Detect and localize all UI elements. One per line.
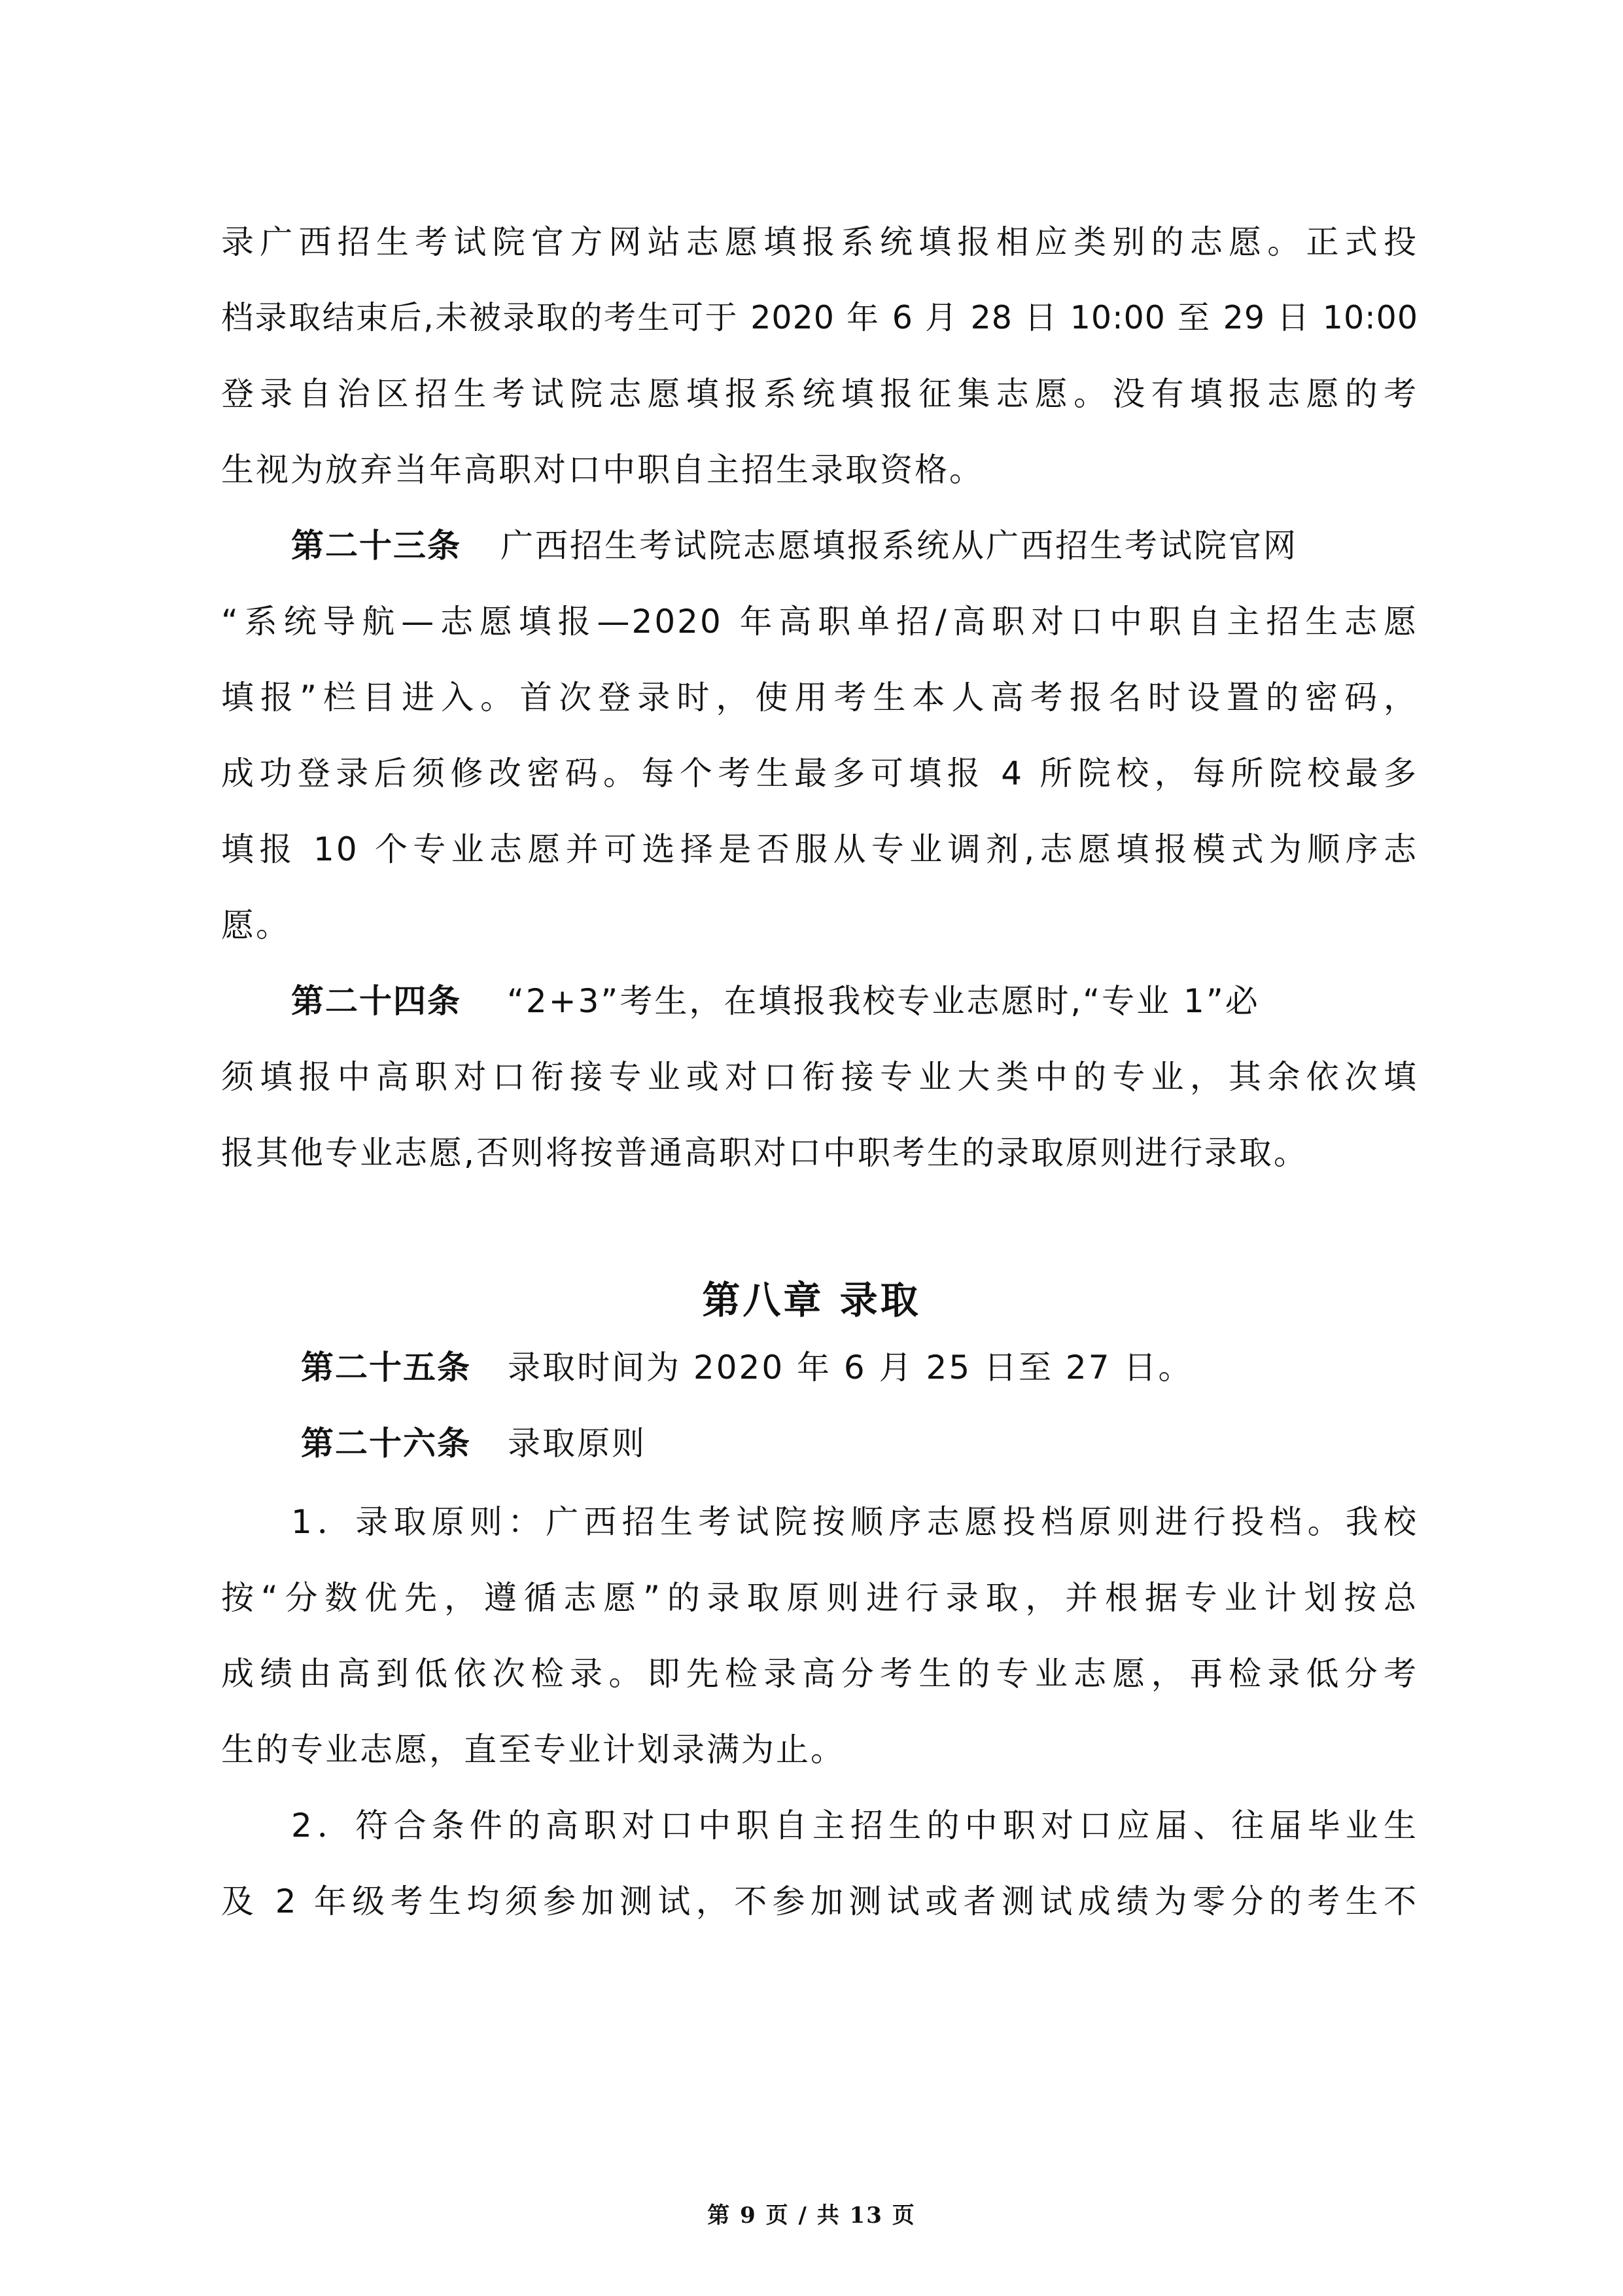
paragraph-line: 登录自治区招生考试院志愿填报系统填报征集志愿。没有填报志愿的考 xyxy=(221,375,1418,413)
paragraph-line: 2．符合条件的高职对口中职自主招生的中职对口应届、往届毕业生 xyxy=(291,1807,1418,1845)
paragraph-line: 1．录取原则：广西招生考试院按顺序志愿投档原则进行投档。我校 xyxy=(291,1503,1418,1541)
article-23-label: 第二十三条 xyxy=(291,527,461,565)
article-23-text: 广西招生考试院志愿填报系统从广西招生考试院官网 xyxy=(500,527,1298,565)
paragraph-line: 报其他专业志愿,否则将按普通高职对口中职考生的录取原则进行录取。 xyxy=(221,1134,1308,1172)
article-26-line xyxy=(301,1424,1428,1463)
paragraph-line: 填报 10 个专业志愿并可选择是否服从专业调剂,志愿填报模式为顺序志 xyxy=(221,830,1418,868)
article-26-text: 录取原则 xyxy=(508,1424,646,1462)
article-24-text: “2+3”考生，在填报我校专业志愿时,“专业 1”必 xyxy=(507,982,1260,1020)
paragraph-line: “系统导航—志愿填报—2020 年高职单招/高职对口中职自主招生志愿 xyxy=(221,603,1418,641)
paragraph-line: 须填报中高职对口衔接专业或对口衔接专业大类中的专业，其余依次填 xyxy=(221,1058,1418,1096)
article-25-text: 录取时间为 2020 年 6 月 25 日至 27 日。 xyxy=(508,1349,1193,1386)
paragraph-line: 填报”栏目进入。首次登录时，使用考生本人高考报名时设置的密码， xyxy=(221,679,1418,716)
paragraph-line: 成绩由高到低依次检录。即先检录高分考生的专业志愿，再检录低分考 xyxy=(221,1655,1418,1693)
article-26-label: 第二十六条 xyxy=(301,1424,471,1462)
paragraph-line: 档录取结束后,未被录取的考生可于 2020 年 6 月 28 日 10:00 至 29 日 10:00 xyxy=(221,299,1418,336)
paragraph-line: 愿。 xyxy=(221,906,290,944)
article-23-first-line xyxy=(291,526,1418,565)
article-25-label: 第二十五条 xyxy=(301,1349,471,1386)
page-number-footer: 第 9 页 / 共 13 页 xyxy=(707,2202,916,2229)
paragraph-line: 及 2 年级考生均须参加测试，不参加测试或者测试成绩为零分的考生不 xyxy=(221,1882,1418,1920)
paragraph-line: 录广西招生考试院官方网站志愿填报系统填报相应类别的志愿。正式投 xyxy=(221,223,1418,261)
paragraph-line: 成功登录后须修改密码。每个考生最多可填报 4 所院校，每所院校最多 xyxy=(221,754,1418,792)
paragraph-line: 生视为放弃当年高职对口中职自主招生录取资格。 xyxy=(221,451,984,489)
article-25-line xyxy=(301,1348,1428,1387)
paragraph-line: 生的专业志愿，直至专业计划录满为止。 xyxy=(221,1731,845,1769)
article-24-first-line xyxy=(291,981,1418,1021)
chapter-heading: 第八章 录取 xyxy=(702,1278,921,1322)
paragraph-line: 按“分数优先，遵循志愿”的录取原则进行录取，并根据专业计划按总 xyxy=(221,1579,1418,1617)
article-24-label: 第二十四条 xyxy=(291,982,461,1020)
